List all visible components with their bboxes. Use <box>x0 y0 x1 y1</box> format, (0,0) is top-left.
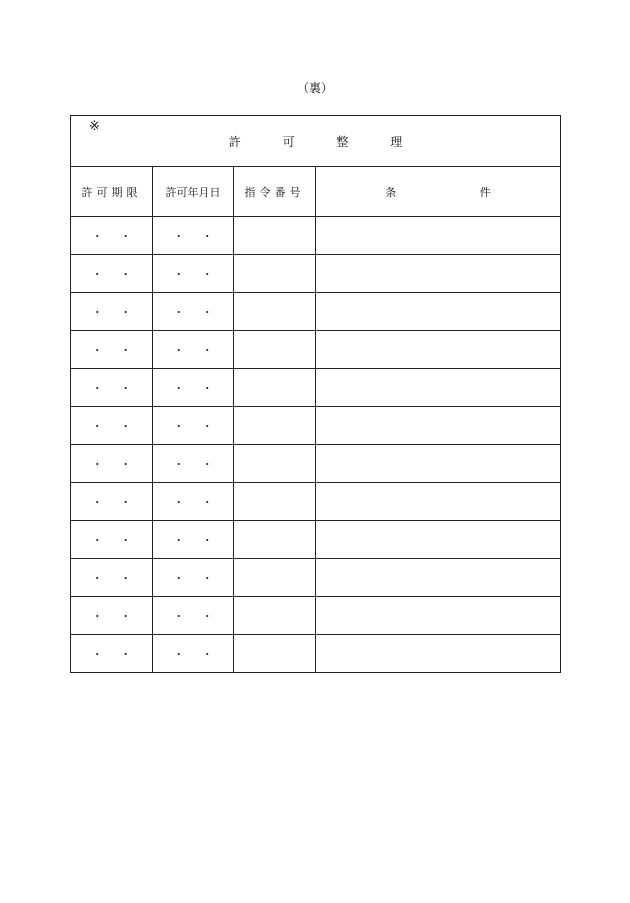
conditions-cell[interactable] <box>316 369 561 407</box>
table-row <box>71 559 561 597</box>
conditions-cell[interactable] <box>316 635 561 673</box>
permit-deadline-cell[interactable]: ・ ・ <box>71 559 153 597</box>
conditions-cell[interactable] <box>316 217 561 255</box>
permit-date-cell[interactable]: ・ ・ <box>153 445 234 483</box>
table-title-cell <box>71 116 561 167</box>
permit-date-cell[interactable]: ・ ・ <box>153 635 234 673</box>
permit-deadline-cell[interactable]: ・ ・ <box>71 293 153 331</box>
permit-deadline-cell[interactable]: ・ ・ <box>71 407 153 445</box>
conditions-cell[interactable] <box>316 559 561 597</box>
table-row <box>71 407 561 445</box>
permit-deadline-cell[interactable]: ・ ・ <box>71 483 153 521</box>
permit-date-cell[interactable]: ・ ・ <box>153 521 234 559</box>
conditions-cell[interactable] <box>316 521 561 559</box>
permit-date-cell[interactable]: ・ ・ <box>153 559 234 597</box>
permit-date-cell[interactable]: ・ ・ <box>153 331 234 369</box>
header-permit-date: 許可年月日 <box>153 167 234 217</box>
table-row <box>71 521 561 559</box>
table-row <box>71 217 561 255</box>
table-title: 許 可 整 理 <box>228 134 403 149</box>
conditions-cell[interactable] <box>316 445 561 483</box>
order-number-cell[interactable] <box>234 521 316 559</box>
permit-record-table <box>70 115 561 673</box>
permit-deadline-cell[interactable]: ・ ・ <box>71 445 153 483</box>
permit-deadline-cell[interactable]: ・ ・ <box>71 255 153 293</box>
table-row <box>71 445 561 483</box>
permit-date-cell[interactable]: ・ ・ <box>153 217 234 255</box>
order-number-cell[interactable] <box>234 445 316 483</box>
conditions-cell[interactable] <box>316 407 561 445</box>
table-row <box>71 483 561 521</box>
permit-date-cell[interactable]: ・ ・ <box>153 293 234 331</box>
permit-deadline-cell[interactable]: ・ ・ <box>71 635 153 673</box>
table-row <box>71 331 561 369</box>
order-number-cell[interactable] <box>234 559 316 597</box>
header-order-number: 指令番号 <box>234 167 316 217</box>
permit-date-cell[interactable]: ・ ・ <box>153 407 234 445</box>
table-row <box>71 597 561 635</box>
order-number-cell[interactable] <box>234 331 316 369</box>
permit-deadline-cell[interactable]: ・ ・ <box>71 331 153 369</box>
order-number-cell[interactable] <box>234 369 316 407</box>
permit-date-cell[interactable]: ・ ・ <box>153 597 234 635</box>
order-number-cell[interactable] <box>234 635 316 673</box>
conditions-cell[interactable] <box>316 483 561 521</box>
conditions-cell[interactable] <box>316 293 561 331</box>
permit-deadline-cell[interactable]: ・ ・ <box>71 521 153 559</box>
order-number-cell[interactable] <box>234 293 316 331</box>
order-number-cell[interactable] <box>234 407 316 445</box>
conditions-cell[interactable] <box>316 597 561 635</box>
page-heading: （裏） <box>296 81 333 95</box>
permit-deadline-cell[interactable]: ・ ・ <box>71 217 153 255</box>
permit-deadline-cell[interactable]: ・ ・ <box>71 597 153 635</box>
header-permit-deadline: 許可期限 <box>71 167 153 217</box>
table-row <box>71 293 561 331</box>
permit-deadline-cell[interactable]: ・ ・ <box>71 369 153 407</box>
order-number-cell[interactable] <box>234 483 316 521</box>
note-mark: ※ <box>89 119 100 134</box>
order-number-cell[interactable] <box>234 597 316 635</box>
conditions-cell[interactable] <box>316 331 561 369</box>
table-row <box>71 635 561 673</box>
permit-date-cell[interactable]: ・ ・ <box>153 255 234 293</box>
order-number-cell[interactable] <box>234 255 316 293</box>
order-number-cell[interactable] <box>234 217 316 255</box>
table-row <box>71 369 561 407</box>
conditions-cell[interactable] <box>316 255 561 293</box>
column-header-row <box>71 167 561 217</box>
header-conditions: 条 件 <box>316 167 561 217</box>
table-row <box>71 255 561 293</box>
permit-date-cell[interactable]: ・ ・ <box>153 369 234 407</box>
permit-date-cell[interactable]: ・ ・ <box>153 483 234 521</box>
table-title-row <box>71 116 561 167</box>
